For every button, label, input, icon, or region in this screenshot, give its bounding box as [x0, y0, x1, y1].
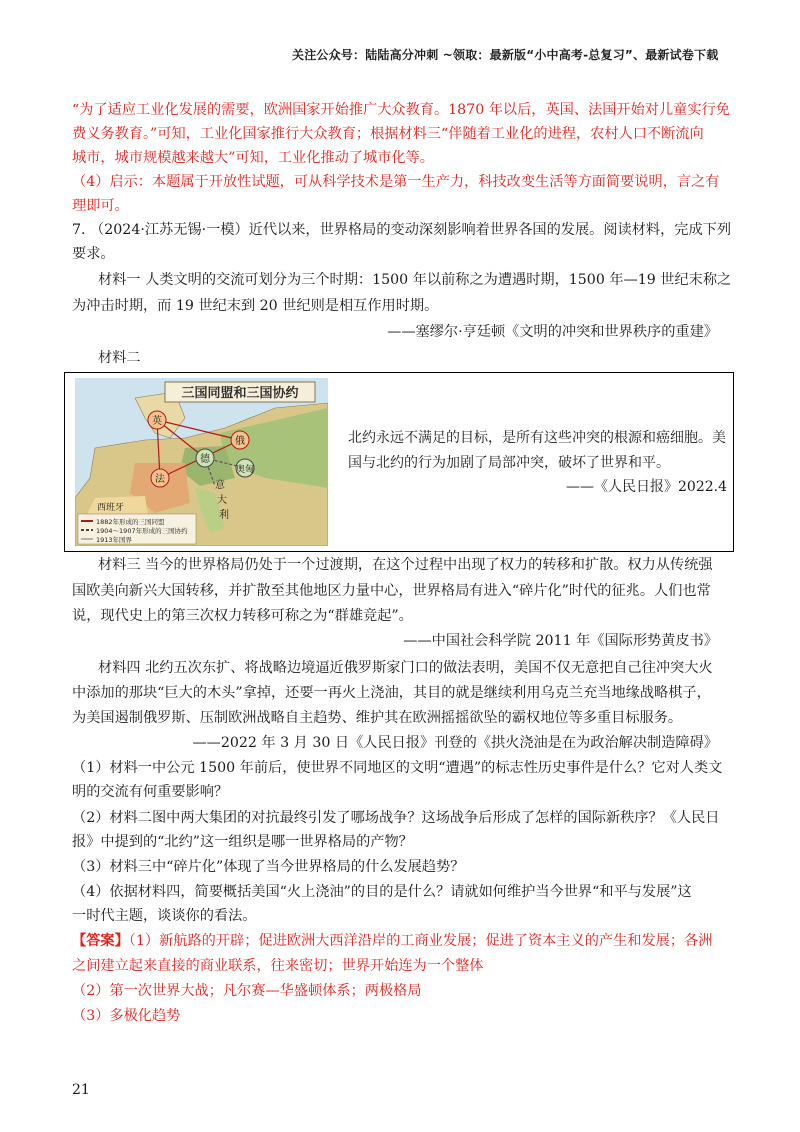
material-4: 中添加的那块“巨大的木头”拿掉，还要一再火上浇油，其目的就是继续利用乌克兰充当地缘战略棋子，	[72, 685, 711, 701]
material-1: 材料一 人类文明的交流可划分为三个时期：1500 年以前称之为遭遇时期，1500 年—19 世纪末称之	[98, 272, 732, 288]
map-title: 三国同盟和三国协约	[181, 386, 299, 401]
material-1-source: ——塞缪尔·亨廷顿《文明的冲突和世界秩序的重建》	[387, 324, 718, 340]
map-label: 大	[217, 495, 227, 506]
sub-question: 明的交流有何重要影响？	[72, 784, 229, 800]
map-legend: 1904～1907年形成的三国协约	[96, 527, 188, 535]
prev-answer-line: “为了适应工业化发展的需要，欧洲国家开始推广大众教育。1870 年以后，英国、法国开始对儿童实行免	[72, 102, 730, 118]
page-header: 关注公众号：陆陆高分冲刺 ~领取：最新版“小中高考-总复习”、最新试卷下载	[292, 48, 719, 62]
alliance-map	[75, 378, 328, 546]
sub-question: （4）依据材料四，简要概括美国“火上浇油”的目的是什么？请就如何维护当今世界“和平与发展”这	[72, 884, 692, 900]
question-stem: 7. （2024·江苏无锡·一模）近代以来，世界格局的变动深刻影响着世界各国的发展。阅读材料，完成下列	[72, 222, 732, 238]
material-2-quote: 国与北约的行为加剧了局部冲突，破坏了世界和平。	[348, 455, 670, 471]
map-label: 奥匈	[235, 465, 255, 475]
material-2-quote: 北约永远不满足的目标，是所有这些冲突的根源和癌细胞。美	[348, 430, 726, 446]
prev-answer-line: 理即可。	[72, 198, 129, 214]
map-label: 法	[155, 474, 165, 485]
material-3: 材料三 当今的世界格局仍处于一个过渡期，在这个过程中出现了权力的转移和扩散。权力从传统强	[98, 557, 713, 573]
sub-question: 报》中提到的“北约”这一组织是哪一世界格局的产物？	[72, 834, 413, 850]
material-2-source: ——《人民日报》2022.4	[566, 479, 727, 495]
answer-line: 之间建立起来直接的商业联系，往来密切；世界开始连为一个整体	[72, 958, 484, 974]
map-label: 英	[152, 416, 162, 427]
material-3: 国欧美向新兴大国转移，并扩散至其他地区力量中心，世界格局有进入“碎片化”时代的征兆。人们也常	[72, 583, 711, 599]
material-4: 为美国遏制俄罗斯、压制欧洲战略自主趋势、维护其在欧洲摇摇欲坠的霸权地位等多重目标服务。	[72, 710, 683, 726]
sub-question: （1）材料一中公元 1500 年前后，使世界不同地区的文明“遭遇”的标志性历史事件是什么？它对人类文	[72, 760, 723, 776]
material-2-frame	[64, 372, 734, 552]
prev-answer-line: 费义务教育。”可知，工业化国家推行大众教育；根据材料三“伴随着工业化的进程，农村人口不断流向	[72, 126, 704, 142]
question-stem: 要求。	[72, 246, 115, 262]
map-legend: 1913年国界	[96, 536, 133, 544]
material-3-source: ——中国社会科学院 2011 年《国际形势黄皮书》	[403, 633, 718, 649]
sub-question: （2）材料二图中两大集团的对抗最终引发了哪场战争？这场战争后形成了怎样的国际新秩序？《人民日	[72, 810, 720, 826]
page-number: 21	[72, 1082, 90, 1098]
map-label: 德	[200, 454, 210, 465]
material-1: 为冲击时期，而 19 世纪末到 20 世纪则是相互作用时期。	[72, 298, 439, 314]
answer-line-1	[72, 931, 712, 951]
map-label: 俄	[235, 436, 245, 447]
material-4-source: ——2022 年 3 月 30 日《人民日报》刊登的《拱火浇油是在为政治解决制造障碍》	[192, 735, 718, 751]
answer-text: （1）新航路的开辟；促进欧洲大西洋沿岸的工商业发展；促进了资本主义的产生和发展；各洲	[128, 933, 713, 949]
sub-question: 一时代主题，谈谈你的看法。	[72, 908, 257, 924]
material-2-label: 材料二	[98, 350, 141, 366]
material-4: 材料四 北约五次东扩、将战略边境逼近俄罗斯家门口的做法表明，美国不仅无意把自己往冲突大火	[98, 660, 713, 676]
answer-line: （3）多极化趋势	[72, 1008, 181, 1024]
map-label: 西班牙	[97, 503, 125, 513]
map-label: 意	[215, 480, 225, 491]
map-label: 利	[219, 510, 229, 521]
sub-question: （3）材料三中“碎片化”体现了当今世界格局的什么发展趋势？	[72, 859, 465, 875]
material-3: 说，现代史上的第三次权力转移可称之为“群雄竞起”。	[72, 608, 413, 624]
answer-line: （2）第一次世界大战；凡尔赛—华盛顿体系；两极格局	[72, 983, 422, 999]
prev-answer-line: 城市，城市规模越来越大”可知，工业化推动了城市化等。	[72, 150, 434, 166]
prev-answer-line: （4）启示：本题属于开放性试题，可从科学技术是第一生产力，科技改变生活等方面简要说明，言之有	[72, 174, 720, 190]
answer-tag: 【答案】	[72, 933, 129, 949]
map-legend: 1882年形成的三国同盟	[96, 518, 165, 526]
